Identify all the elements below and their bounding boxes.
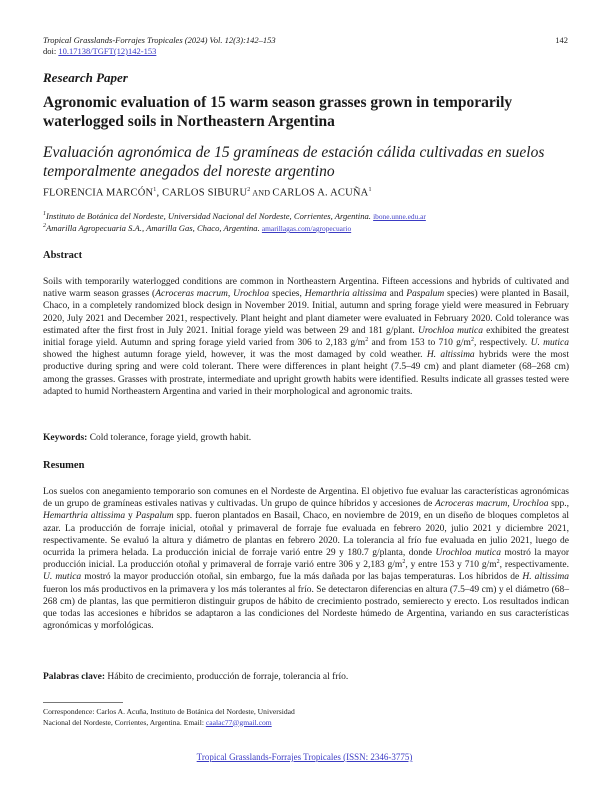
keywords — [43, 433, 251, 443]
correspondence-note — [43, 707, 303, 728]
keywords-label: Keywords: — [43, 433, 88, 443]
doi-link[interactable]: 10.17138/TGFT(12)142-153 — [58, 46, 157, 56]
abstract-heading: Abstract — [43, 250, 83, 261]
palabras-clave-text: Hábito de crecimiento, producción de forraje, tolerancia al frío. — [105, 672, 349, 682]
correspondence-text: Correspondence: Carlos A. Acuña, Instituto de Botánica del Nordeste, Universidad Nacional del Nordeste, Corrientes, Argentina. Email: — [43, 707, 295, 727]
article-title: Agronomic evaluation of 15 warm season grasses grown in temporarily waterlogged soils in Northeastern Argentina — [43, 94, 513, 130]
doi-line — [43, 46, 276, 57]
affiliation-2-link[interactable]: amarillagas.com/agropecuario — [261, 223, 352, 233]
article-title-spanish: Evaluación agronómica de 15 gramíneas de estación cálida cultivadas en suelos temporalmente anegados del noreste argentino — [43, 144, 545, 180]
journal-citation: Tropical Grasslands-Forrajes Tropicales (2024) Vol. 12(3):142–153 — [43, 35, 276, 45]
journal-footer-link[interactable]: Tropical Grasslands-Forrajes Tropicales (ISSN: 2346-3775) — [196, 752, 413, 762]
author-list: FLORENCIA MARCÓN$^1$, CARLOS SIBURU$^2$ AND CARLOS A. ACUÑA$^1$ — [43, 187, 372, 199]
affiliation-1 — [43, 209, 426, 222]
author-1-affil: 1 — [153, 187, 157, 193]
author-2: CARLOS SIBURU — [162, 187, 248, 199]
affiliation-2-text: Amarilla Agropecuaria S.A., Amarilla Gas, Chaco, Argentina. — [46, 222, 260, 233]
author-and: AND — [250, 188, 273, 198]
resumen-heading: Resumen — [43, 460, 85, 471]
correspondence-email-link[interactable]: caalac77@gmail.com — [205, 717, 272, 727]
doi-label: doi: — [43, 46, 59, 56]
keywords-text: Cold tolerance, forage yield, growth habit. — [87, 433, 252, 443]
affiliation-1-text: Instituto de Botánica del Nordeste, Universidad Nacional del Nordeste, Corrientes, Argentina. — [46, 210, 371, 221]
page-number: 142 — [555, 35, 568, 45]
footnote-divider — [43, 702, 123, 703]
page-footer — [0, 752, 609, 762]
author-2-affil: 2 — [247, 187, 251, 193]
palabras-clave — [43, 672, 348, 682]
author-3-affil: 1 — [368, 187, 372, 193]
affiliation-2-number: 2 — [43, 223, 46, 229]
affiliation-1-link[interactable]: ibone.unne.edu.ar — [373, 211, 426, 221]
author-1: FLORENCIA MARCÓN — [43, 187, 154, 199]
abstract-text: Soils with temporarily waterlogged conditions are common in Northeastern Argentina. Fifteen accessions and hybrids of cultivated and native warm season grasses (Acroceras macrum, Urochloa species, Hemarthria altissima and Paspalum species) were planted in Basail, Chaco, in a completely randomized block design in November 2019. Initial, autumn and spring forage yield were measured in February 2020, July 2021 and December 2021, respectively. Plant height and plant diameter were evaluated in February 2020. Cold tolerance was estimated after the first frost in July 2021. Initial forage yield was between 29 and 181 g/plant. Urochloa mutica exhibited the greatest initial forage yield. Autumn and spring forage yield varied from 306 to 2,183 $g/m^2$ and from 153 to 710 $g/m^2$, respectively. U. mutica showed the highest autumn forage yield, however, it was the most damaged by cold weather. H. altissima hybrids were the most productive during spring and were cold tolerant. There were differences in plant height (7.5–49 cm) and plant diameter (68–268 cm) among the grasses. Grasses with prostrate, intermediate and upright growth habits were identified. Results indicate all grasses tested were adapted to humid Northeastern Argentina and varied in their morphological and agronomic traits. — [43, 277, 569, 397]
affiliation-2 — [43, 221, 351, 234]
author-3: CARLOS A. ACUÑA — [272, 187, 369, 199]
article-type: Research Paper — [43, 70, 128, 85]
palabras-clave-label: Palabras clave: — [43, 672, 106, 682]
affiliation-1-number: 1 — [43, 211, 46, 217]
resumen-text: Los suelos con anegamiento temporario son comunes en el Nordeste de Argentina. El objetivo fue evaluar las características agronómicas de un grupo de gramíneas estivales nativas y cultivadas. Un grupo de quince híbridos y accesiones de Acroceras macrum, Urochloa spp., Hemarthria altissima y Paspalum spp. fueron plantados en Basail, Chaco, en noviembre de 2019, en un diseño de bloques completos al azar. La producción de forraje inicial, otoñal y primaveral de forraje fue evaluada en febrero 2020, julio 2021 y diciembre 2021, respectivamente. Se evaluó la altura y diámetro de plantas en febrero 2020. La tolerancia al frío fue evaluada en julio 2021, luego de ocurrida la primera helada. La producción inicial de forraje varió entre 29 y 180.7 g/planta, donde Urochloa mutica mostró la mayor producción inicial. La producción otoñal y primaveral de forraje varió entre 306 y 2,183 $g/m^2$, y entre 153 y 710 $g/m^2$, respectivamente. U. mutica mostró la mayor producción otoñal, sin embargo, fue la más dañada por las bajas temperaturas. Los híbridos de H. altissima fueron los más productivos en la primavera y los más tolerantes al frío. Se detectaron diferencias en altura (7.5–49 cm) y el diámetro (68–268 cm) de plantas, las que permitieron distinguir grupos de hábito de crecimiento postrado, semierecto y erecto. Los resultados indican que todas las accesiones e híbridos se adaptaron a las condiciones del Nordeste húmedo de Argentina, variando en sus características agronómicas y morfológicas. — [43, 487, 570, 632]
running-header — [43, 35, 276, 57]
